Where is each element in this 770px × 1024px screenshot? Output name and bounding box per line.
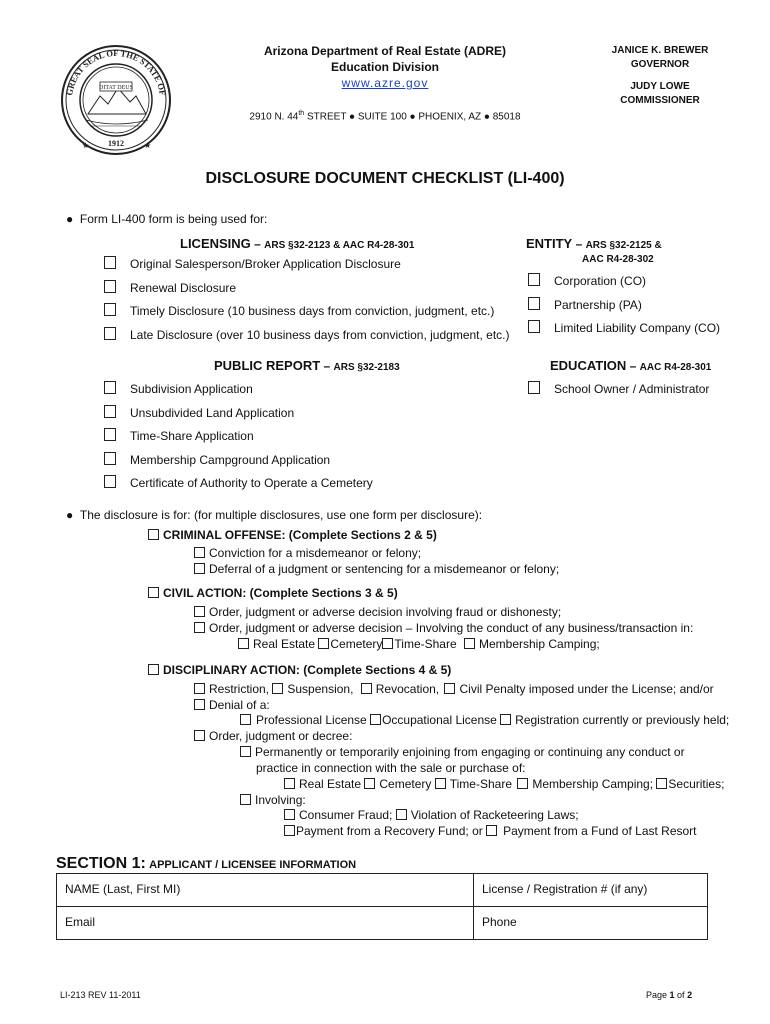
involving-items-row1: Consumer Fraud; Violation of Racketeering Laws; <box>284 808 579 822</box>
phone-field[interactable] <box>474 907 708 940</box>
checkbox[interactable] <box>148 587 159 598</box>
state-seal <box>60 44 172 156</box>
checkbox[interactable] <box>148 664 159 675</box>
enjoin-items: Real Estate Cemetery Time-Share Membership Camping; Securities; <box>284 777 724 791</box>
name-label: NAME (Last, First MI) <box>65 882 181 896</box>
license-number-field[interactable] <box>474 874 708 907</box>
form-id: LI-213 REV 11-2011 <box>60 990 141 1000</box>
checkbox[interactable] <box>194 622 205 633</box>
bullet-form-usage: ● Form LI-400 form is being used for: <box>66 212 268 226</box>
checkbox[interactable] <box>194 699 205 710</box>
page-number: Page 1 of 2 <box>646 990 693 1000</box>
education-heading: EDUCATION – AAC R4-28-301 <box>550 358 712 373</box>
public-report-heading: PUBLIC REPORT – ARS §32-2183 <box>214 358 400 373</box>
svg-text:GREAT SEAL OF THE STATE OF ARI: GREAT SEAL OF THE STATE OF <box>64 47 168 97</box>
checkbox-suspension[interactable] <box>272 683 283 694</box>
criminal-item[interactable]: Deferral of a judgment or sentencing for a misdemeanor or felony; <box>194 562 559 576</box>
svg-text:★: ★ <box>82 141 90 150</box>
checkbox-recovery-fund[interactable] <box>284 825 295 836</box>
checkbox[interactable] <box>104 256 116 269</box>
checkbox[interactable] <box>194 606 205 617</box>
checkbox-cemetery[interactable] <box>364 778 375 789</box>
address-line: 2910 N. 44th STREET ● SUITE 100 ● PHOENIX, AZ ● 85018 <box>249 110 521 123</box>
checkbox[interactable] <box>240 746 251 757</box>
checkbox[interactable] <box>194 730 205 741</box>
public-report-item[interactable]: Time-Share Application <box>104 428 254 443</box>
entity-item[interactable]: Partnership (PA) <box>528 297 642 312</box>
criminal-item[interactable]: Conviction for a misdemeanor or felony; <box>194 546 421 560</box>
svg-text:1912: 1912 <box>108 139 124 148</box>
checkbox[interactable] <box>104 452 116 465</box>
civil-action-option[interactable]: CIVIL ACTION: (Complete Sections 3 & 5) <box>148 586 398 600</box>
involving-option[interactable]: Involving: <box>240 793 306 807</box>
website-link[interactable]: www.azre.gov <box>341 76 429 90</box>
disciplinary-penalty-row: Restriction, Suspension, Revocation, Civil Penalty imposed under the License; and/or <box>194 682 714 696</box>
checkbox[interactable] <box>194 547 205 558</box>
entity-item[interactable]: Corporation (CO) <box>528 273 646 288</box>
governor-title: GOVERNOR <box>630 59 690 70</box>
checkbox-time-share[interactable] <box>382 638 393 649</box>
checkbox-restriction[interactable] <box>194 683 205 694</box>
checkbox[interactable] <box>528 273 540 286</box>
involving-items-row2: Payment from a Recovery Fund; or Payment from a Fund of Last Resort <box>284 824 697 838</box>
governor-name: JANICE K. BREWER <box>611 45 709 56</box>
checkbox-securities[interactable] <box>656 778 667 789</box>
org-name: Arizona Department of Real Estate (ADRE) <box>263 44 507 58</box>
checkbox[interactable] <box>528 381 540 394</box>
order-option[interactable]: Order, judgment or decree: <box>194 729 352 743</box>
licensing-item[interactable]: Timely Disclosure (10 business days from conviction, judgment, etc.) <box>104 303 494 318</box>
checkbox[interactable] <box>104 405 116 418</box>
checkbox[interactable] <box>104 303 116 316</box>
applicant-info-table <box>56 873 708 940</box>
entity-ref: AAC R4-28-302 <box>582 254 654 265</box>
public-report-item[interactable]: Certificate of Authority to Operate a Cemetery <box>104 475 373 490</box>
checkbox[interactable] <box>528 297 540 310</box>
checkbox-real-estate[interactable] <box>284 778 295 789</box>
checkbox[interactable] <box>104 381 116 394</box>
checkbox-membership-camping[interactable] <box>517 778 528 789</box>
bullet-disclosure-for: ● The disclosure is for: (for multiple disclosures, use one form per disclosure): <box>66 508 483 522</box>
checkbox[interactable] <box>104 475 116 488</box>
licensing-item[interactable]: Renewal Disclosure <box>104 280 236 295</box>
disciplinary-action-option[interactable]: DISCIPLINARY ACTION: (Complete Sections 4 & 5) <box>148 663 451 677</box>
license-number-label: License / Registration # (if any) <box>482 882 648 896</box>
phone-label: Phone <box>482 915 517 929</box>
entity-heading: ENTITY – ARS §32-2125 & <box>526 236 662 251</box>
checkbox[interactable] <box>104 327 116 340</box>
entity-item[interactable]: Limited Liability Company (CO) <box>528 320 720 335</box>
svg-text:★: ★ <box>144 141 152 150</box>
checkbox-real-estate[interactable] <box>238 638 249 649</box>
public-report-item[interactable]: Unsubdivided Land Application <box>104 405 294 420</box>
denial-option[interactable]: Denial of a: <box>194 698 270 712</box>
svg-text:DITAT DEUS: DITAT DEUS <box>99 85 133 91</box>
email-label: Email <box>65 915 96 929</box>
criminal-offense-option[interactable]: CRIMINAL OFFENSE: (Complete Sections 2 & 5) <box>148 528 437 542</box>
email-field[interactable] <box>57 907 474 940</box>
checkbox[interactable] <box>194 563 205 574</box>
checkbox-occupational-license[interactable] <box>370 714 381 725</box>
section1-heading: SECTION 1: APPLICANT / LICENSEE INFORMATION <box>56 855 357 872</box>
licensing-heading: LICENSING – ARS §32-2123 & AAC R4-28-301 <box>180 236 415 251</box>
division-name: Education Division <box>330 60 439 74</box>
checkbox[interactable] <box>148 529 159 540</box>
checkbox-civil-penalty[interactable] <box>444 683 455 694</box>
name-field[interactable] <box>57 874 474 907</box>
checkbox[interactable] <box>104 428 116 441</box>
checkbox-cemetery[interactable] <box>318 638 329 649</box>
checkbox-consumer-fraud[interactable] <box>284 809 295 820</box>
civil-item[interactable]: Order, judgment or adverse decision – Involving the conduct of any business/transaction in: <box>194 621 693 635</box>
page-title: DISCLOSURE DOCUMENT CHECKLIST (LI-400) <box>205 170 565 187</box>
checkbox[interactable] <box>240 794 251 805</box>
licensing-item[interactable]: Original Salesperson/Broker Application Disclosure <box>104 256 401 271</box>
commissioner-name: JUDY LOWE <box>630 81 690 92</box>
public-report-item[interactable]: Membership Campground Application <box>104 452 330 467</box>
checkbox-membership-camping[interactable] <box>464 638 475 649</box>
denial-items: Professional License Occupational License Registration currently or previously held; <box>240 713 729 727</box>
commissioner-title: COMMISSIONER <box>620 95 700 106</box>
licensing-item[interactable]: Late Disclosure (over 10 business days from conviction, judgment, etc.) <box>104 327 510 342</box>
checkbox[interactable] <box>528 320 540 333</box>
checkbox-racketeering[interactable] <box>396 809 407 820</box>
civil-sub-items: Real Estate Cemetery Time-Share Membership Camping; <box>238 637 600 651</box>
checkbox-revocation[interactable] <box>361 683 372 694</box>
checkbox-registration[interactable] <box>500 714 511 725</box>
checkbox-time-share[interactable] <box>435 778 446 789</box>
education-item[interactable]: School Owner / Administrator <box>528 381 709 396</box>
checkbox[interactable] <box>104 280 116 293</box>
checkbox-fund-last-resort[interactable] <box>486 825 497 836</box>
enjoin-text-cont: practice in connection with the sale or purchase of: <box>256 761 526 775</box>
checkbox-professional-license[interactable] <box>240 714 251 725</box>
public-report-item[interactable]: Subdivision Application <box>104 381 253 396</box>
civil-item[interactable]: Order, judgment or adverse decision involving fraud or dishonesty; <box>194 605 561 619</box>
enjoin-option[interactable]: Permanently or temporarily enjoining from engaging or continuing any conduct or <box>240 745 685 759</box>
